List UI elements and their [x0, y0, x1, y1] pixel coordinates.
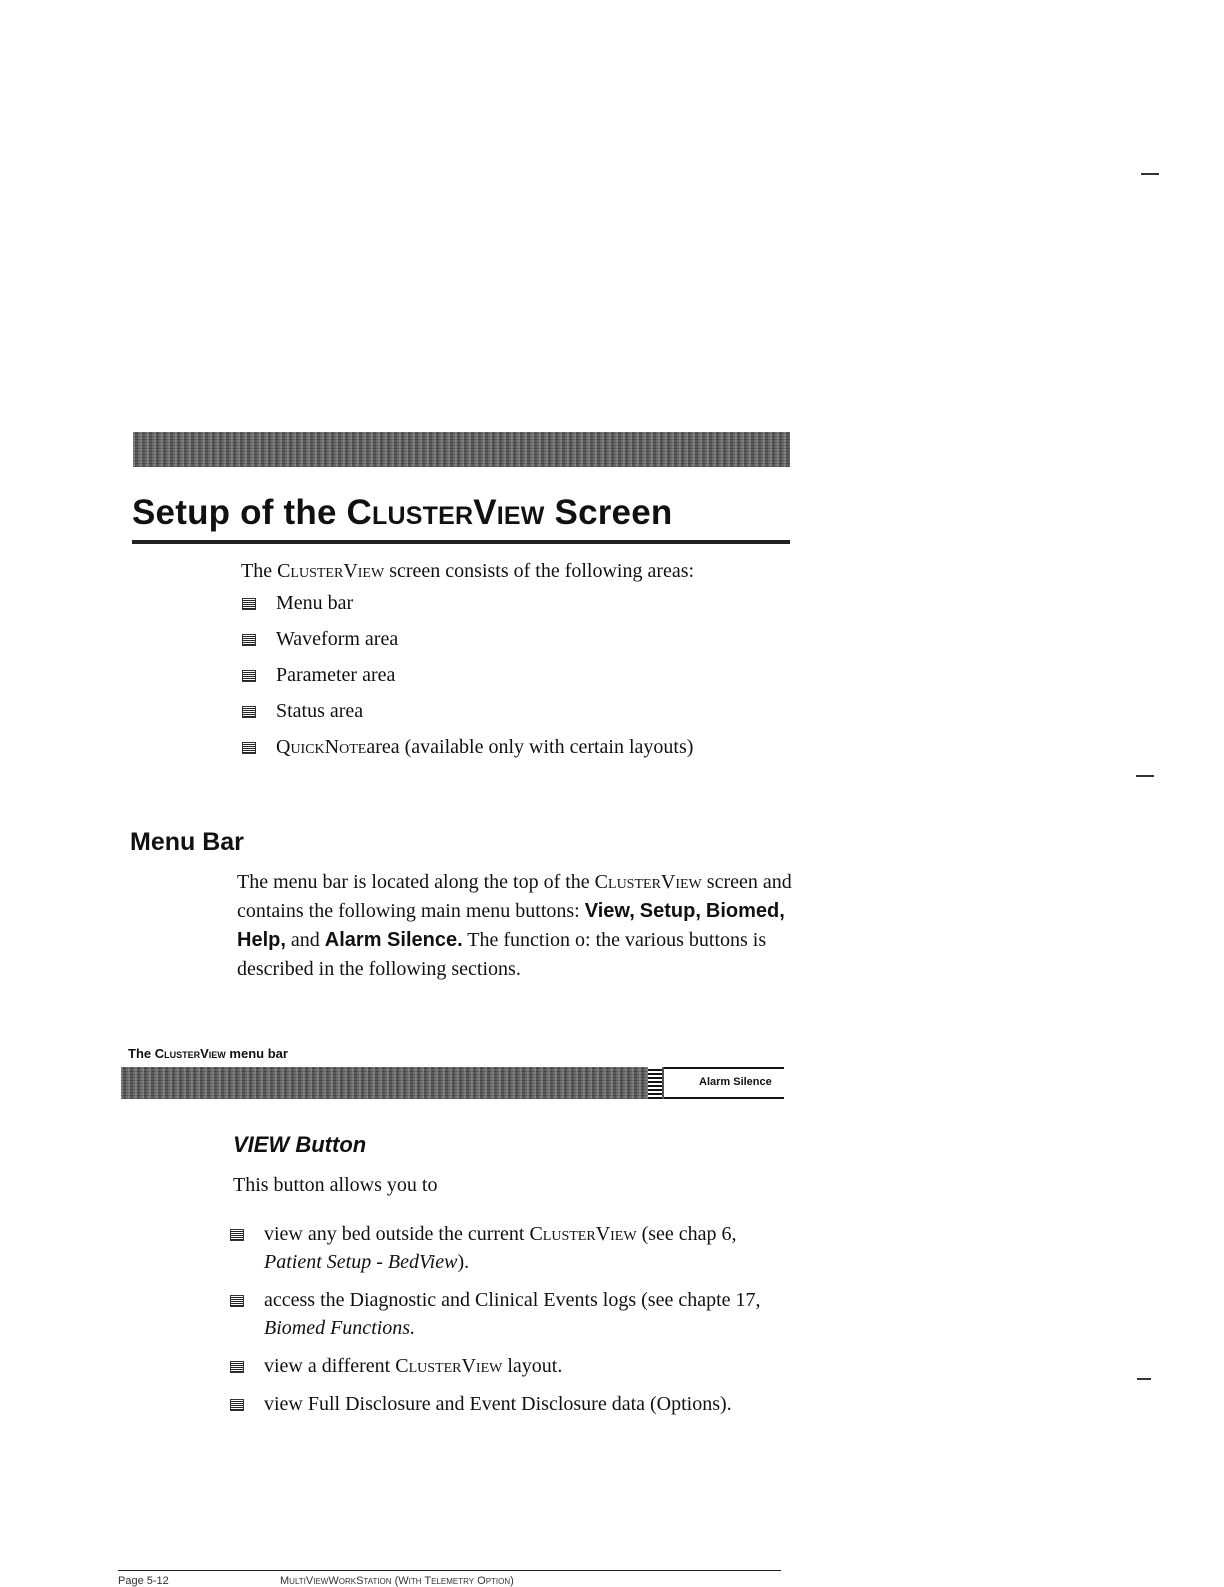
list-item — [230, 1286, 790, 1342]
menu-bar-p2: screen and contains the following main menu buttons: — [237, 871, 792, 922]
margin-mark — [1136, 775, 1154, 777]
setup-label: Setup, — [639, 900, 701, 922]
list-item — [242, 693, 802, 729]
list-item — [242, 585, 802, 621]
bullet-icon — [230, 1361, 244, 1373]
and-word: and — [285, 929, 325, 951]
list-item-text — [264, 1220, 790, 1276]
view-button-heading: VIEW Button — [233, 1132, 367, 1157]
caption-suffix: menu bar — [225, 1046, 288, 1061]
list-item-text — [264, 1286, 790, 1342]
figure-caption — [128, 1046, 288, 1061]
intro-paragraph — [241, 557, 801, 586]
quicknote-label: QuickNote — [276, 736, 367, 758]
title-rule — [132, 540, 790, 544]
section-title-suffix: Screen — [554, 493, 673, 532]
menu-bar-bottom-rule — [664, 1097, 784, 1099]
list-item-text: view Full Disclosure and Event Disclosure data (Options). — [264, 1393, 732, 1415]
caption-prefix: The — [128, 1046, 155, 1061]
areas-list — [242, 585, 802, 765]
list-item — [230, 1390, 790, 1418]
bullet-icon — [230, 1229, 244, 1241]
bullet-icon — [242, 634, 256, 646]
bullet-icon — [242, 706, 256, 718]
item-text-b: (see chap 6, — [636, 1223, 737, 1245]
list-item-text: Waveform area — [276, 628, 399, 650]
menu-bar-paragraph — [237, 868, 797, 984]
list-item-text: Status area — [276, 700, 364, 722]
item-text-c: ). — [457, 1251, 470, 1273]
bullet-icon — [242, 598, 256, 610]
list-item-text: Menu bar — [276, 592, 354, 614]
intro-start: The — [241, 560, 278, 582]
list-item-text — [264, 1352, 562, 1380]
bullet-icon — [242, 670, 256, 682]
item-text-a: view a different — [264, 1355, 396, 1377]
view-button-list — [230, 1220, 790, 1428]
footer-rule — [118, 1570, 781, 1571]
menu-bar-graphic — [121, 1067, 664, 1099]
item-product: ClusterView — [395, 1355, 503, 1377]
list-item — [242, 657, 802, 693]
help-label: Help, — [237, 929, 286, 951]
bullet-icon — [242, 742, 256, 754]
alarm-label: Alarm Silence. — [324, 929, 463, 951]
item-product: ClusterView — [529, 1223, 637, 1245]
footer-page-number: Page 5-12 — [118, 1575, 169, 1587]
alarm-silence-button[interactable]: Alarm Silence — [699, 1076, 772, 1088]
biomed-label: Biomed, — [705, 900, 785, 922]
item-text-a: view any bed outside the current — [264, 1223, 530, 1245]
list-item-text: Parameter area — [276, 664, 396, 686]
item-text-b: layout. — [502, 1355, 563, 1377]
section-title-product: ClusterView — [346, 493, 545, 532]
item-reference: Patient Setup - BedView — [264, 1251, 458, 1273]
menu-bar-product: ClusterView — [594, 871, 702, 893]
margin-mark — [1141, 173, 1159, 175]
view-button-intro: This button allows you to — [233, 1174, 438, 1196]
section-title — [132, 493, 672, 533]
menu-bar-p3: The function o: the various buttons is described in the following sections. — [237, 929, 767, 980]
list-item — [242, 729, 802, 765]
bullet-icon — [230, 1399, 244, 1411]
list-item — [230, 1220, 790, 1276]
header-band — [133, 432, 790, 467]
footer-title: MultiViewWorkStation (With Telemetry Option) — [280, 1575, 514, 1587]
list-item — [242, 621, 802, 657]
intro-text: screen consists of the following areas: — [384, 560, 695, 582]
item-reference: Biomed Functions. — [264, 1317, 416, 1339]
menu-bar-p1: The menu bar is located along the top of the — [237, 871, 595, 893]
caption-product: ClusterView — [154, 1046, 226, 1061]
list-item — [230, 1352, 790, 1380]
item-text-a: access the Diagnostic and Clinical Events logs (see chapte 17, — [264, 1289, 761, 1311]
menu-bar-top-rule — [664, 1067, 784, 1069]
bullet-icon — [230, 1295, 244, 1307]
menu-bar-heading: Menu Bar — [130, 828, 244, 856]
intro-product: ClusterView — [277, 560, 385, 582]
margin-mark — [1137, 1378, 1151, 1380]
menu-bar-divider — [648, 1067, 662, 1099]
quicknote-text: area (available only with certain layouts) — [366, 736, 694, 758]
view-label: View, — [584, 900, 635, 922]
menu-bar-figure — [121, 1065, 784, 1101]
section-title-prefix: Setup of the — [132, 493, 337, 532]
